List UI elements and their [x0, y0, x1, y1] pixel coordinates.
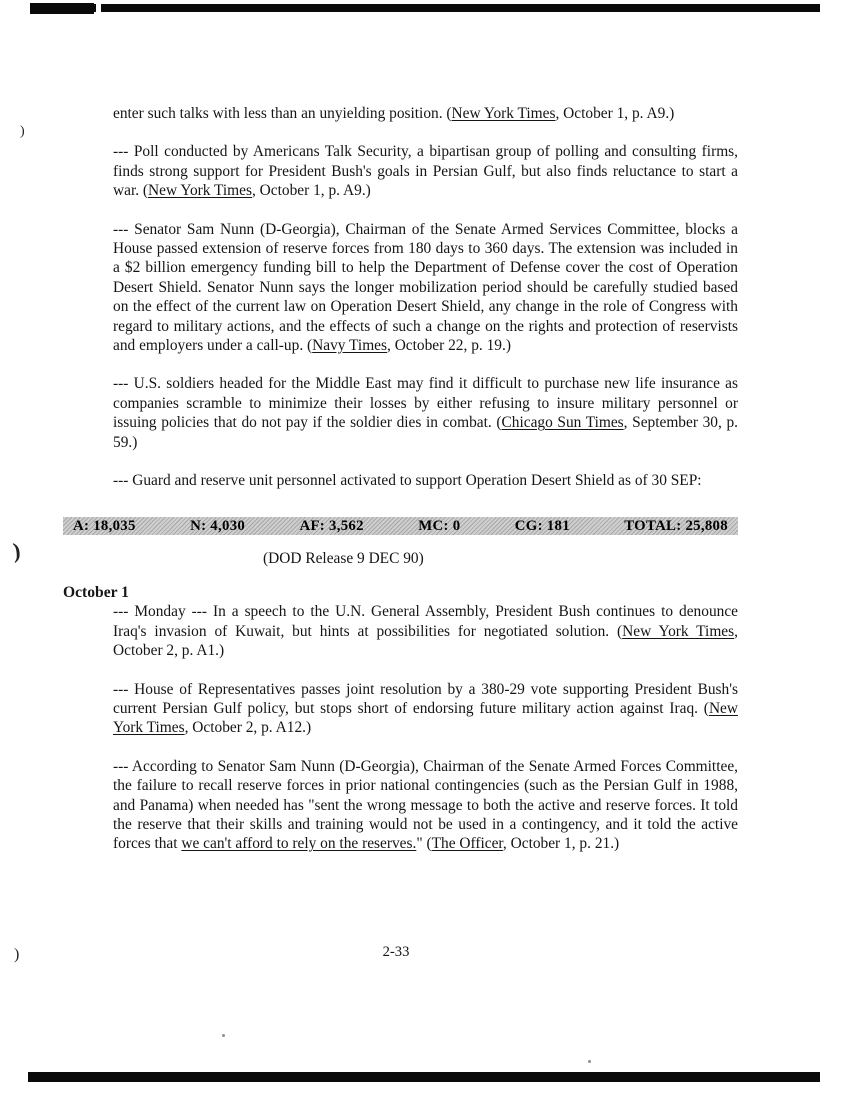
scan-speck — [222, 1034, 225, 1037]
troop-activation-stats-bar — [63, 517, 738, 535]
text-run: --- Guard and reserve unit personnel activated to support Operation Desert Shield as of 30 SEP: — [113, 472, 702, 490]
citation-source: The Officer — [431, 835, 503, 853]
stat-item: AF: 3,562 — [299, 517, 364, 534]
text-run: , October 1, p. 21.) — [502, 835, 620, 853]
text-run: , October 2, p. A1.) — [113, 622, 738, 660]
text-run: , September 30, p. 59.) — [113, 414, 738, 451]
paragraph — [113, 374, 738, 452]
text-run: , October 2, p. A12.) — [184, 719, 312, 737]
text-run: --- Senator Sam Nunn (D-Georgia), Chairman of the Senate Armed Services Committee, blocks a House passed extension of reserve forces from 180 days to 360 days. The extension was included in a $2 billion emergency funding bill to help the Department of Defense cover the cost of Operation Desert Shield. Senator Nunn says the longer mobilization period should be carefully studied based on the effect of the current law on Operation Desert Shield, any change in the role of Congress with regard to military actions, and the effects of such a change on the rights and protection of reservists and employers under a call-up. ( — [113, 220, 738, 355]
stat-item: N: 4,030 — [190, 517, 246, 534]
stat-item: MC: 0 — [418, 517, 461, 534]
citation-source: New York Times — [451, 105, 556, 122]
text-run: " ( — [416, 835, 432, 853]
citation-source: New York Times — [113, 699, 738, 737]
paragraph — [113, 757, 738, 854]
page-number: 2-33 — [382, 944, 410, 960]
margin-mark: ) — [20, 124, 25, 139]
scan-speck — [588, 1060, 591, 1063]
text-run: enter such talks with less than an unyielding position. ( — [113, 105, 452, 122]
paragraph — [113, 602, 738, 660]
text-run: --- U.S. soldiers headed for the Middle East may find it difficult to purchase new life insurance as companies scramble to minimize their losses by either refusing to insure military personnel or issuing policies that do not pay if the soldier dies in combat. ( — [113, 375, 738, 432]
stat-item: TOTAL: 25,808 — [624, 517, 728, 534]
paragraph — [113, 104, 738, 123]
citation-source: Navy Times — [312, 337, 387, 355]
citation-source: New York Times — [622, 622, 735, 640]
scan-artifact-top-bar — [30, 4, 820, 12]
text-run: --- Poll conducted by Americans Talk Security, a bipartisan group of polling and consulting firms, finds strong support for President Bush's goals in Persian Gulf, but also finds reluctance to start a war. ( — [113, 143, 738, 200]
paragraph — [113, 471, 738, 490]
citation-source: Chicago Sun Times — [501, 414, 624, 432]
date-heading: October 1 — [63, 583, 129, 601]
text-run: , October 1, p. A9.) — [555, 105, 675, 122]
margin-mark: ) — [11, 537, 22, 564]
text-run: , October 1, p. A9.) — [251, 182, 371, 200]
text-run: --- Monday --- In a speech to the U.N. General Assembly, President Bush continues to denounce Iraq's invasion of Kuwait, but hints at possibilities for negotiated solution. ( — [113, 603, 738, 640]
paragraph — [113, 680, 738, 738]
text-run: , October 22, p. 19.) — [387, 337, 511, 355]
scan-artifact-bottom-bar — [28, 1072, 820, 1082]
stat-item: CG: 181 — [514, 517, 570, 534]
margin-mark: ) — [14, 946, 20, 963]
paragraph — [113, 142, 738, 200]
citation-source: New York Times — [148, 182, 252, 200]
dod-release-line: (DOD Release 9 DEC 90) — [263, 549, 424, 567]
paragraph — [113, 220, 738, 356]
document-body — [63, 104, 738, 873]
underlined-phrase: we can't afford to rely on the reserves. — [181, 835, 417, 853]
stat-item: A: 18,035 — [73, 517, 136, 534]
text-run: --- House of Representatives passes joint resolution by a 380-29 vote supporting President Bush's current Persian Gulf policy, but stops short of endorsing future military action against Iraq. ( — [113, 680, 738, 717]
text-run: --- According to Senator Sam Nunn (D-Georgia), Chairman of the Senate Armed Forces Committee, the failure to recall reserve forces in prior national contingencies (such as the Persian Gulf in 1988, and Panama) when needed has "sent the wrong message to both the active and reserve forces. It told the reserve that their skills and training would not be used in a contingency, and it told the active forces that — [113, 757, 738, 853]
